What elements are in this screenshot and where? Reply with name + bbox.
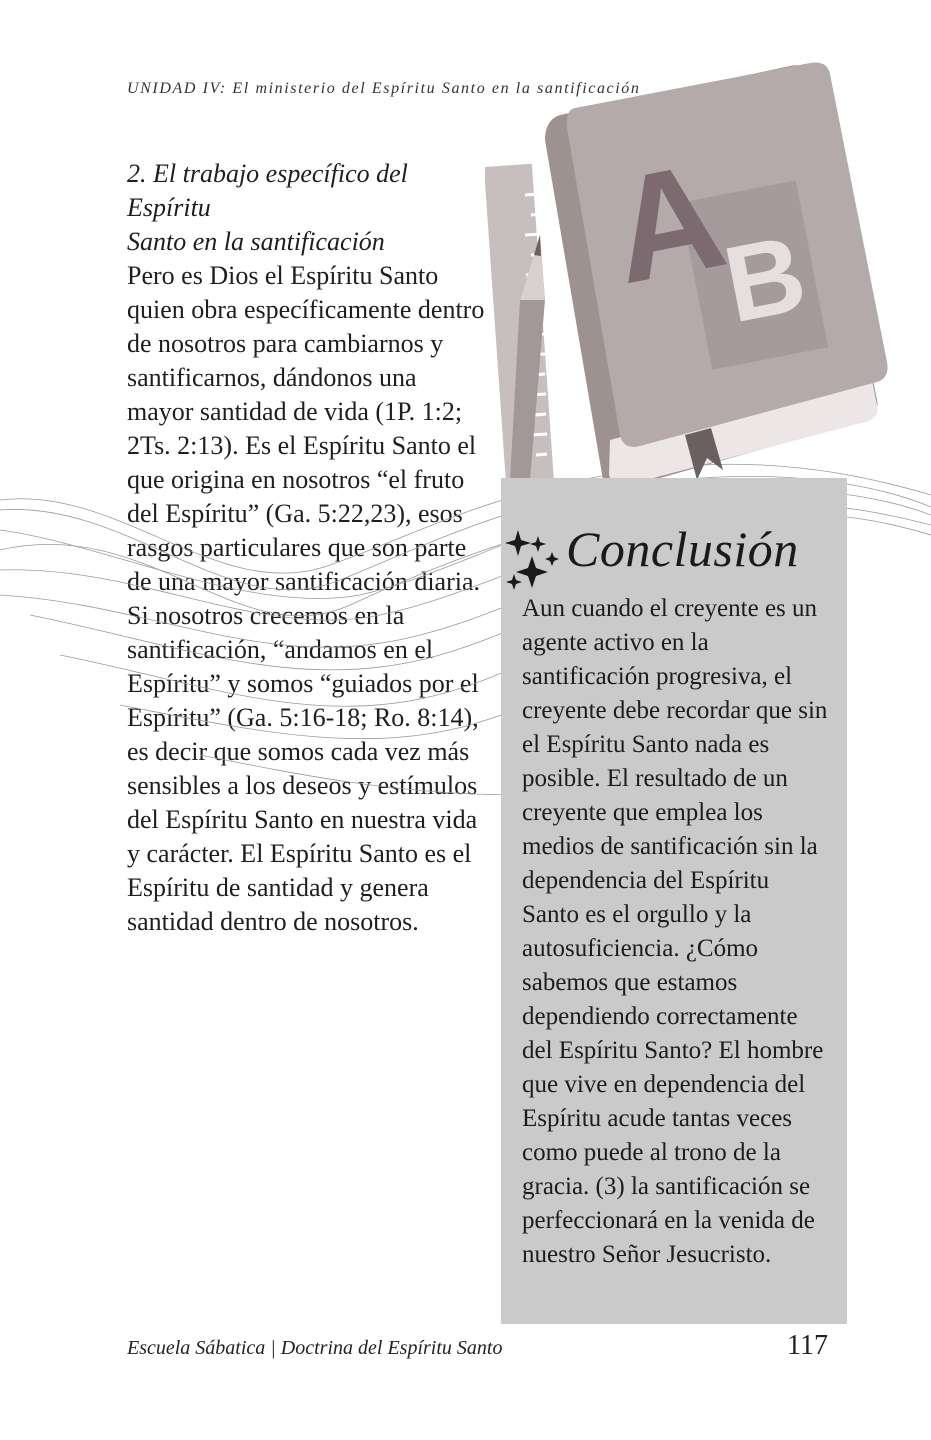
running-header: UNIDAD IV: El ministerio del Espíritu Santo en la santificación <box>127 80 641 97</box>
book-illustration <box>485 60 905 490</box>
section-body: Pero es Dios el Espíritu Santo quien obra específicamente dentro de nosotros para cambiarnos y santificarnos, dándonos una mayor santidad de vida (1P. 1:2; 2Ts. 2:13). Es el Espíritu Santo el que origina en nosotros “el fruto del Espíritu” (Ga. 5:22,23), esos rasgos particulares que son parte de una mayor santificación diaria. Si nosotros crecemos en la santificación, “andamos en el Espíritu” y somos “guiados por el Espíritu” (Ga. 5:16-18; Ro. 8:14), es decir que somos cada vez más sensibles a los deseos y estímulos del Espíritu Santo en nuestra vida y carácter. El Espíritu Santo es el Espíritu de santidad y genera santidad dentro de nosotros. <box>127 261 485 936</box>
section-subtitle-line1: 2. El trabajo específico del Espíritu <box>127 159 408 222</box>
section-subtitle-line2: Santo en la santificación <box>127 227 385 256</box>
letter-b: B <box>715 211 815 346</box>
footer-book-title: Escuela Sábatica | Doctrina del Espíritu Santo <box>127 1337 503 1359</box>
letter-a: A <box>598 129 737 316</box>
page-number: 117 <box>787 1330 828 1361</box>
conclusion-body: Aun cuando el creyente es un agente activo en la santificación progresiva, el creyente debe recordar que sin el Espíritu Santo nada es posible. El resultado de un creyente que emplea los medios de santificación sin la dependencia del Espíritu Santo es el orgullo y la autosuficiencia. ¿Cómo sabemos que estamos dependiendo correctamente del Espíritu Santo? El hombre que vive en dependencia del Espíritu acude tantas veces como puede al trono de la gracia. (3) la santificación se perfeccionará en la venida de nuestro Señor Jesucristo. <box>522 595 828 1268</box>
conclusion-title: Conclusión <box>566 521 799 577</box>
sparkles-icon <box>504 528 568 592</box>
section-subtitle <box>127 157 487 259</box>
